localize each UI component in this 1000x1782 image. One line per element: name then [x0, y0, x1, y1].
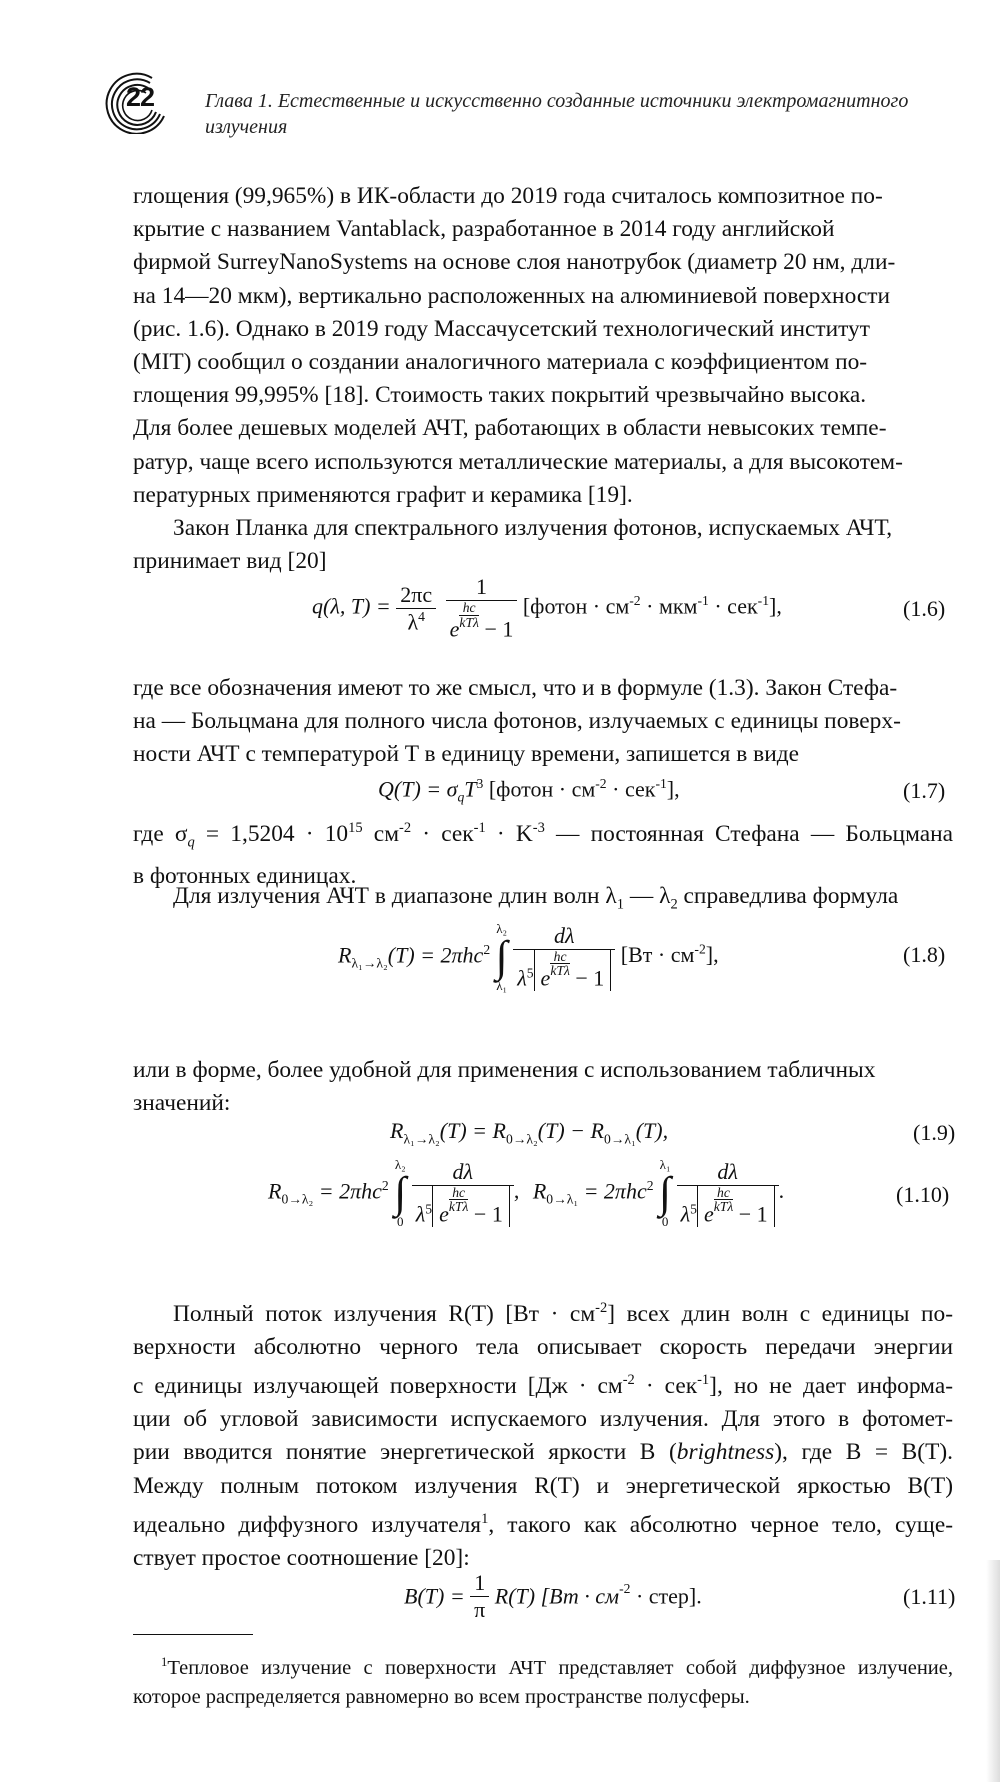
eq-subscript: 0→λ₁ [546, 1191, 579, 1207]
text-line: ности АЧТ с температурой T в единицу времени, запишется в виде [133, 741, 800, 768]
eq-denominator: λ [517, 965, 527, 991]
integral-lower-limit: 0 [661, 1214, 669, 1229]
text-exponent: -2 [595, 1300, 608, 1316]
text-line: Закон Планка для спектрального излучения фотонов, испускаемых АЧТ, [173, 515, 893, 541]
eq-units-exp: -1 [655, 776, 667, 791]
eq-lhs: q(λ, T) = [312, 593, 391, 619]
text-line: верхности абсолютно черного тела описывает скорость передачи энергии [133, 1334, 953, 1360]
text-fragment: с единицы излучающей поверхности [Дж · см [133, 1373, 623, 1399]
text-line: глощения 99,995% [18]. Стоимость таких покрытий чрезвычайно высока. [133, 382, 867, 409]
integral-upper-limit: λ₁ [659, 1157, 671, 1172]
eq-exponent: 5 [690, 1200, 697, 1216]
text-subscript: 1 [616, 896, 625, 913]
text-line: принимает вид [20] [133, 548, 327, 575]
eq-term: (T) = R [439, 1118, 506, 1143]
eq-exp-numerator: hc [714, 1186, 734, 1201]
eq-numerator: 1 [446, 574, 518, 601]
text-fragment: · сек [411, 820, 474, 847]
eq-units: [Вт · см [620, 942, 695, 968]
eq-exp-base: e [540, 965, 551, 991]
eq-denominator: π [474, 1597, 486, 1622]
text-fragment: Полный поток излучения R(T) [Вт · см [173, 1300, 596, 1327]
paragraph-3 [133, 672, 953, 772]
eq-lhs: R [338, 942, 352, 968]
eq-exp-denominator: kTλ [550, 963, 570, 979]
eq-units-exp: -1 [697, 593, 709, 609]
text-line: Для более дешевых моделей АЧТ, работающих в области невысоких темпе- [133, 415, 887, 442]
page-edge-shadow [986, 1560, 1000, 1782]
equation-number: (1.8) [903, 942, 946, 967]
text-fragment: — постоянная Стефана — Больцмана [544, 820, 953, 847]
eq-exponent: 5 [425, 1200, 433, 1216]
text-line: пературных применяются графит и керамика [19]. [133, 481, 633, 508]
eq-units-exp: -2 [595, 776, 607, 791]
eq-exp-denominator: kTλ [459, 614, 479, 630]
eq-subscript: λ₁→λ₂ [403, 1131, 440, 1147]
text-line: значений: [133, 1090, 231, 1117]
equation-number: (1.7) [903, 778, 946, 803]
equation-number: (1.11) [903, 1584, 956, 1609]
eq-units: ], [769, 593, 782, 619]
text-line: глощения (99,965%) в ИК-области до 2019 года считалось композитное по- [133, 183, 883, 209]
eq-lhs: B(T) = [404, 1583, 465, 1609]
eq-exponent: 4 [418, 608, 425, 624]
text-fragment: — λ [624, 883, 671, 909]
eq-units: [фотон · см [522, 593, 630, 619]
text-line: (рис. 1.6). Однако в 2019 году Массачусетский технологический институт [133, 315, 870, 342]
footnote-divider [133, 1634, 253, 1635]
paragraph-5 [133, 880, 953, 922]
text-subscript: 2 [670, 896, 678, 913]
text-line: где все обозначения имеют то же смысл, что и в формуле (1.3). Закон Стефа- [133, 675, 898, 701]
integral-upper-limit: λ₂ [394, 1157, 406, 1172]
footnote-mark: 1 [481, 1510, 489, 1527]
eq-exp-base: e [439, 1201, 449, 1227]
eq-minus-one: − 1 [733, 1201, 768, 1227]
text-subscript: q [187, 834, 195, 851]
text-line: ции об угловой зависимости испускаемого излучения. Для этого в фотомет- [133, 1406, 953, 1433]
eq-denominator: λ [407, 608, 419, 634]
paragraph-1 [133, 180, 953, 512]
eq-units-exp: -2 [694, 941, 706, 957]
eq-term: = 2πhc [578, 1178, 647, 1204]
equation-1-7 [378, 776, 680, 806]
eq-units: · стер]. [630, 1583, 702, 1609]
eq-subscript: λ₁→λ₂ [351, 955, 388, 971]
eq-numerator: dλ [412, 1159, 514, 1186]
text-exponent: -2 [399, 820, 412, 836]
paragraph-2 [133, 512, 953, 578]
eq-exp-denominator: kTλ [448, 1199, 469, 1215]
paragraph-6 [133, 1054, 953, 1120]
text-line: ствует простое соотношение [20]: [133, 1544, 470, 1571]
running-title: Глава 1. Естественные и искусственно созданные источники электромагнитного излучения [205, 90, 909, 138]
text-line: фирмой SurreyNanoSystems на основе слоя нанотрубок (диаметр 20 нм, дли- [133, 249, 896, 276]
text-exponent: -1 [697, 1372, 710, 1389]
text-fragment: · сек [634, 1373, 698, 1399]
text-line: (MIT) сообщил о создании аналогичного материала с коэффициентом по- [133, 349, 868, 376]
footnote [133, 1648, 953, 1712]
eq-exponent: 3 [476, 776, 484, 791]
eq-subscript: q [457, 789, 465, 805]
eq-units: ], [705, 942, 719, 968]
eq-term: (T) − R [537, 1118, 604, 1143]
eq-subscript: 0→λ₁ [603, 1131, 636, 1147]
integral-lower-limit: λ₁ [496, 978, 508, 993]
text-line: на 14—20 мкм), вертикально расположенных на алюминиевой поверхности [133, 282, 890, 309]
text-line: крытие с названием Vantablack, разработанное в 2014 году английской [133, 216, 835, 243]
eq-variable: T [464, 776, 477, 802]
eq-subscript: 0→λ₂ [281, 1191, 314, 1207]
eq-units: · сек [606, 776, 656, 802]
text-fragment: см [362, 820, 399, 847]
text-line: Между полным потоком излучения R(T) и энергетической яркостью B(T) [133, 1472, 953, 1499]
eq-units: · мкм [640, 593, 698, 619]
eq-exp-numerator: hc [459, 601, 479, 616]
eq-units: [фотон · см [483, 776, 596, 802]
text-fragment: · K [485, 820, 533, 847]
equation-number: (1.6) [903, 596, 946, 621]
eq-units-exp: -1 [757, 593, 770, 609]
eq-lhs: R [532, 1178, 547, 1204]
integral-sign-icon: ∫ [659, 1168, 672, 1217]
text-fragment: где σ [133, 820, 188, 847]
integral-sign-icon: ∫ [394, 1168, 407, 1217]
eq-minus-one: − 1 [468, 1201, 503, 1227]
equation-1-8 [338, 922, 719, 992]
text-fragment: ] всех длин волн с единицы по- [607, 1300, 953, 1327]
eq-lhs: Q(T) = σ [378, 776, 458, 802]
eq-units-exp: -2 [629, 593, 641, 609]
eq-units: ], [666, 776, 680, 802]
eq-exp-denominator: kTλ [713, 1199, 734, 1215]
text-italic: brightness [676, 1439, 775, 1466]
text-fragment: ], но не дает информа- [709, 1373, 953, 1399]
equation-1-10 [268, 1158, 784, 1228]
text-line: на — Больцмана для полного числа фотонов, излучаемых с единицы поверх- [133, 708, 901, 735]
eq-units: · сек [708, 593, 758, 619]
integral-lower-limit: 0 [396, 1214, 404, 1229]
eq-lhs: (T) = 2πhc [387, 942, 484, 968]
footnote-mark: 1 [161, 1655, 168, 1669]
eq-numerator: dλ [677, 1159, 779, 1186]
eq-numerator: 2πc [396, 582, 436, 609]
text-line: или в форме, более удобной для применения с использованием табличных [133, 1057, 876, 1083]
eq-denominator: λ [680, 1201, 691, 1227]
equation-1-6 [312, 574, 782, 643]
eq-term: = 2πhc [313, 1178, 382, 1204]
eq-lhs: R [268, 1178, 282, 1204]
equation-number: (1.9) [913, 1120, 956, 1145]
text-exponent: 15 [348, 820, 363, 836]
eq-exp-numerator: hc [550, 950, 570, 965]
integral-sign-icon: ∫ [495, 932, 508, 981]
text-fragment: идеально диффузного излучателя [133, 1511, 482, 1538]
text-fragment: Для излучения АЧТ в диапазоне длин волн λ [173, 883, 617, 909]
equation-1-9 [390, 1118, 668, 1147]
eq-denominator: λ [415, 1201, 426, 1227]
text-fragment: справедлива формула [677, 883, 899, 909]
eq-exp-numerator: hc [449, 1186, 469, 1201]
text-exponent: -2 [622, 1372, 635, 1389]
eq-units-exp: -2 [619, 1581, 631, 1597]
eq-exp-base: e [449, 616, 460, 642]
eq-term: (T), [635, 1118, 669, 1143]
equation-number: (1.10) [896, 1182, 950, 1207]
eq-subscript: 0→λ₂ [505, 1131, 538, 1147]
footnote-text: Тепловое излучение с поверхности АЧТ представляет собой диффузное излучение, которое распределяется равномерно во всем пространстве полусферы. [133, 1656, 953, 1708]
eq-minus-one: − 1 [478, 616, 514, 642]
eq-exp-base: e [703, 1201, 714, 1227]
text-exponent: -1 [473, 820, 486, 836]
eq-minus-one: − 1 [569, 965, 605, 991]
eq-term: R(T) [Вт · см [494, 1583, 620, 1609]
eq-lhs: R [390, 1118, 404, 1143]
text-line: в фотонных единицах. [133, 862, 357, 889]
page-number: 22 [126, 82, 155, 112]
text-fragment: ), где B = B(T). [774, 1439, 953, 1466]
paragraph-7 [133, 1292, 953, 1575]
text-fragment: рии вводится понятие энергетической яркости B ( [133, 1439, 677, 1466]
text-exponent: -3 [532, 820, 545, 836]
eq-separator: . [778, 1178, 785, 1204]
eq-separator: , [513, 1178, 520, 1204]
eq-exponent: 2 [646, 1178, 654, 1194]
equation-1-11 [404, 1570, 702, 1623]
eq-numerator: 1 [470, 1570, 489, 1597]
text-line: ратур, чаще всего используются металлические материалы, а для высокотем- [133, 448, 903, 475]
eq-exponent: 5 [526, 964, 534, 980]
text-fragment: = 1,5204 · 10 [194, 820, 349, 847]
integral-upper-limit: λ₂ [496, 921, 508, 936]
eq-exponent: 2 [381, 1178, 389, 1194]
eq-numerator: dλ [513, 923, 615, 950]
eq-exponent: 2 [483, 942, 491, 958]
text-fragment: , такого как абсолютно черное тело, суще- [488, 1511, 953, 1538]
